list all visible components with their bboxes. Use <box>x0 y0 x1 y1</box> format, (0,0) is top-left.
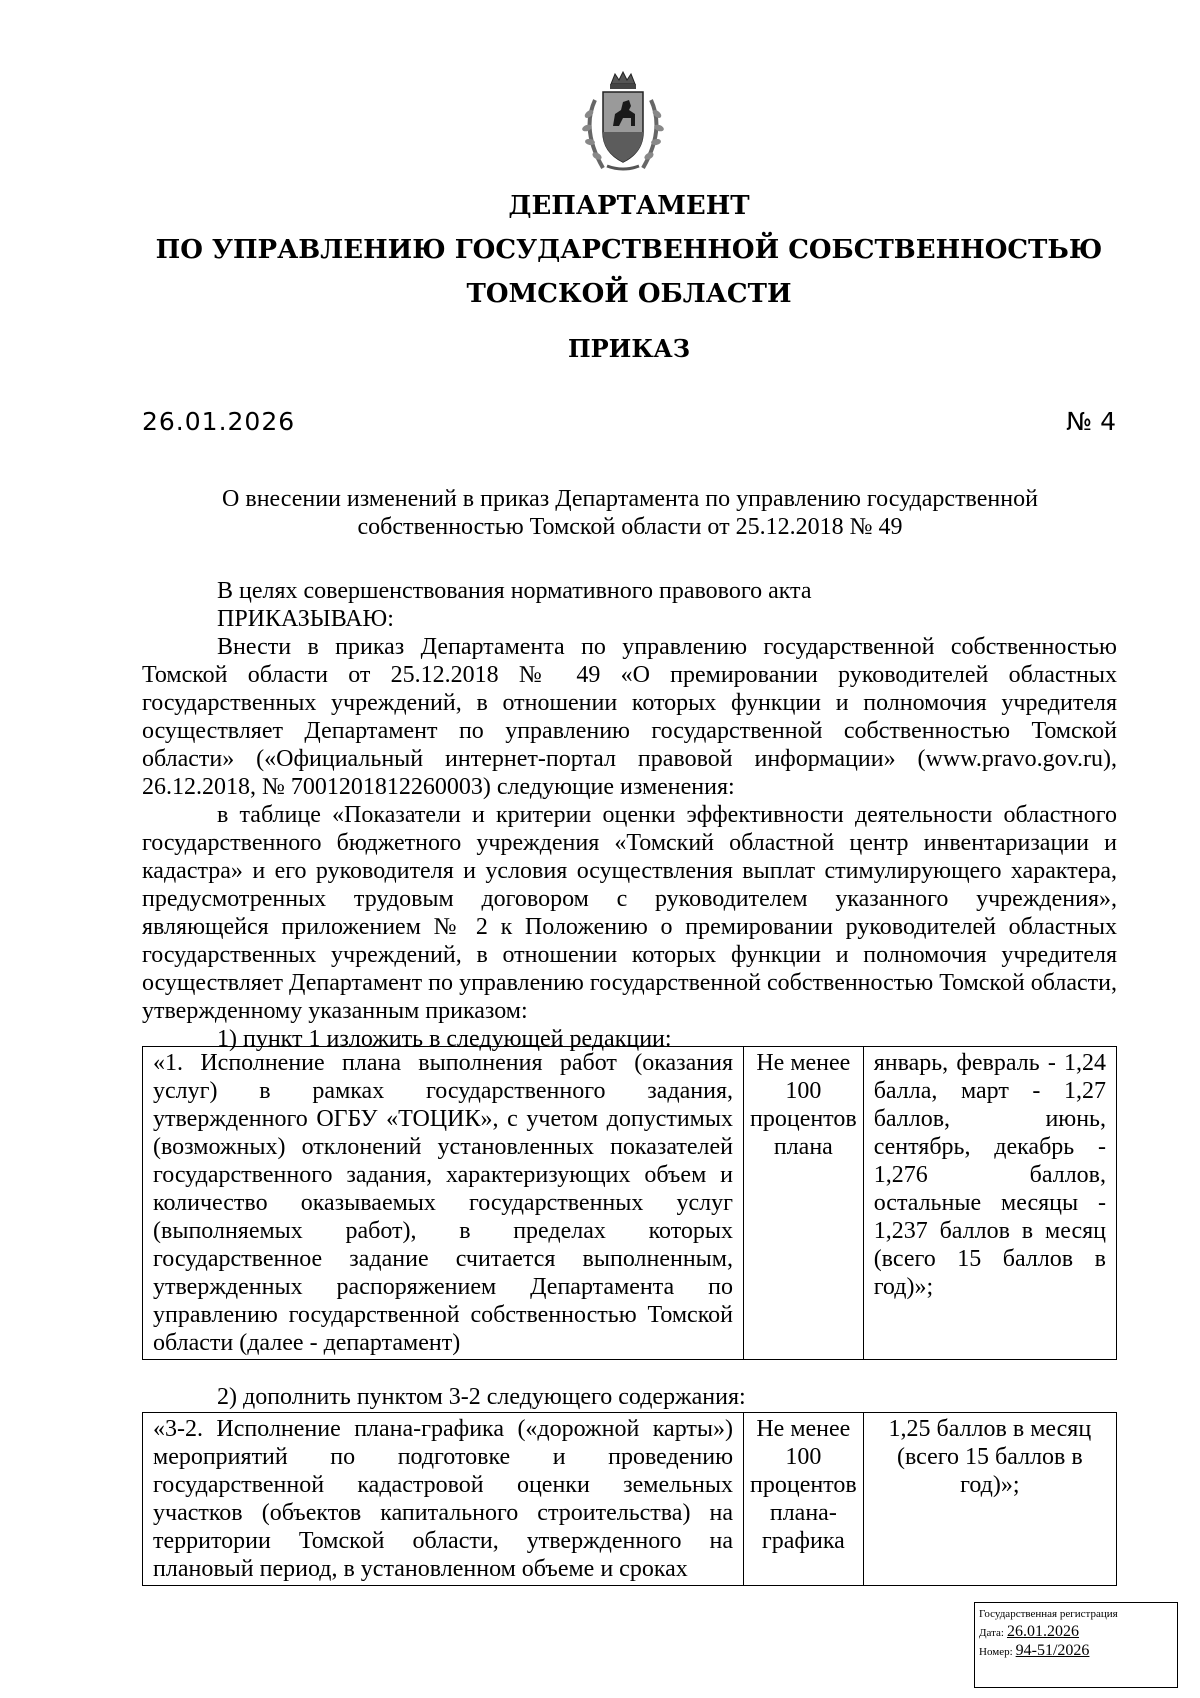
purpose-paragraph: В целях совершенствования нормативного правового акта <box>217 578 812 604</box>
stamp-title: Государственная регистрация <box>979 1608 1118 1620</box>
threshold-cell: Не менее 100 процентов плана-графика <box>744 1413 864 1586</box>
department-title-line-1: ДЕПАРТАМЕНТ <box>508 191 750 221</box>
order-number: № 4 <box>1066 407 1116 436</box>
table-reference-paragraph: в таблице «Показатели и критерии оценки эффективности деятельности областного государственного бюджетного учреждения «Томский областной центр инвентаризации и кадастра» и его руководителя и условия осуществления выплат стимулирующего характера, предусмотренных трудовым договором с руководителем указанного учреждения», являющейся приложением № 2 к Положению о премировании руководителей областных государственных учреждений, в отношении которых функции и полномочия учредителя осуществляет Департамент по управлению государственной собственностью Томской области, утвержденному указанным приказом: <box>142 802 1117 1024</box>
amendment-table-1 <box>142 1046 1117 1360</box>
order-date: 26.01.2026 <box>142 407 296 436</box>
order-body <box>142 577 1117 1053</box>
document-type: ПРИКАЗ <box>567 334 691 363</box>
subject-line-2: собственностью Томской области от 25.12.2018 № 49 <box>357 514 903 540</box>
department-title-line-3: ТОМСКОЙ ОБЛАСТИ <box>466 279 792 309</box>
table-row <box>143 1413 1117 1586</box>
stamp-date-label: Дата: <box>979 1627 1004 1639</box>
criterion-cell: «3-2. Исполнение плана-графика («дорожной карты») мероприятий по подготовке и проведению государственной кадастровой оценки земельных участков (объектов капитального строительства) на территории Томской области, утвержденного на плановый период, в установленном объеме и сроках <box>143 1413 744 1586</box>
order-word: ПРИКАЗЫВАЮ: <box>217 606 394 632</box>
threshold-cell: Не менее 100 процентов плана <box>744 1047 864 1360</box>
stamp-number-value: 94-51/2026 <box>1015 1642 1090 1659</box>
amendment-table-2 <box>142 1412 1117 1586</box>
table-row <box>143 1047 1117 1360</box>
order-subject <box>170 485 1090 541</box>
points-cell: январь, февраль - 1,24 балла, март - 1,27 баллов, июнь, сентябрь, декабрь - 1,276 баллов, остальные месяцы - 1,237 баллов в месяц (всего 15 баллов в год)»; <box>863 1047 1116 1360</box>
stamp-date-value: 26.01.2026 <box>1006 1623 1079 1640</box>
points-cell: 1,25 баллов в месяц (всего 15 баллов в год)»; <box>863 1413 1116 1586</box>
coat-of-arms-icon <box>573 70 673 176</box>
registration-stamp <box>974 1602 1178 1688</box>
department-title-line-2: ПО УПРАВЛЕНИЮ ГОСУДАРСТВЕННОЙ СОБСТВЕННОСТЬЮ <box>155 235 1103 265</box>
item-2-block <box>142 1383 1117 1411</box>
stamp-number-label: Номер: <box>979 1646 1013 1658</box>
subject-line-1: О внесении изменений в приказ Департамента по управлению государственной <box>222 486 1038 512</box>
item-1-intro: 1) пункт 1 изложить в следующей редакции: <box>217 1026 672 1052</box>
item-2-intro: 2) дополнить пунктом 3-2 следующего содержания: <box>217 1384 746 1410</box>
amendment-paragraph: Внести в приказ Департамента по управлению государственной собственностью Томской области от 25.12.2018 № 49 «О премировании руководителей областных государственных учреждений, в отношении которых функции и полномочия учредителя осуществляет Департамент по управлению государственной собственностью Томской области» («Официальный интернет-портал правовой информации» (www.pravo.gov.ru), 26.12.2018, № 7001201812260003) следующие изменения: <box>142 634 1117 800</box>
criterion-cell: «1. Исполнение плана выполнения работ (оказания услуг) в рамках государственного задания, утвержденного ОГБУ «ТОЦИК», с учетом допустимых (возможных) отклонений установленных показателей государственного задания, характеризующих объем и количество оказываемых государственных услуг (выполняемых работ), в пределах которых государственное задание считается выполненным, утвержденных распоряжением Департамента по управлению государственной собственностью Томской области (далее - департамент) <box>143 1047 744 1360</box>
